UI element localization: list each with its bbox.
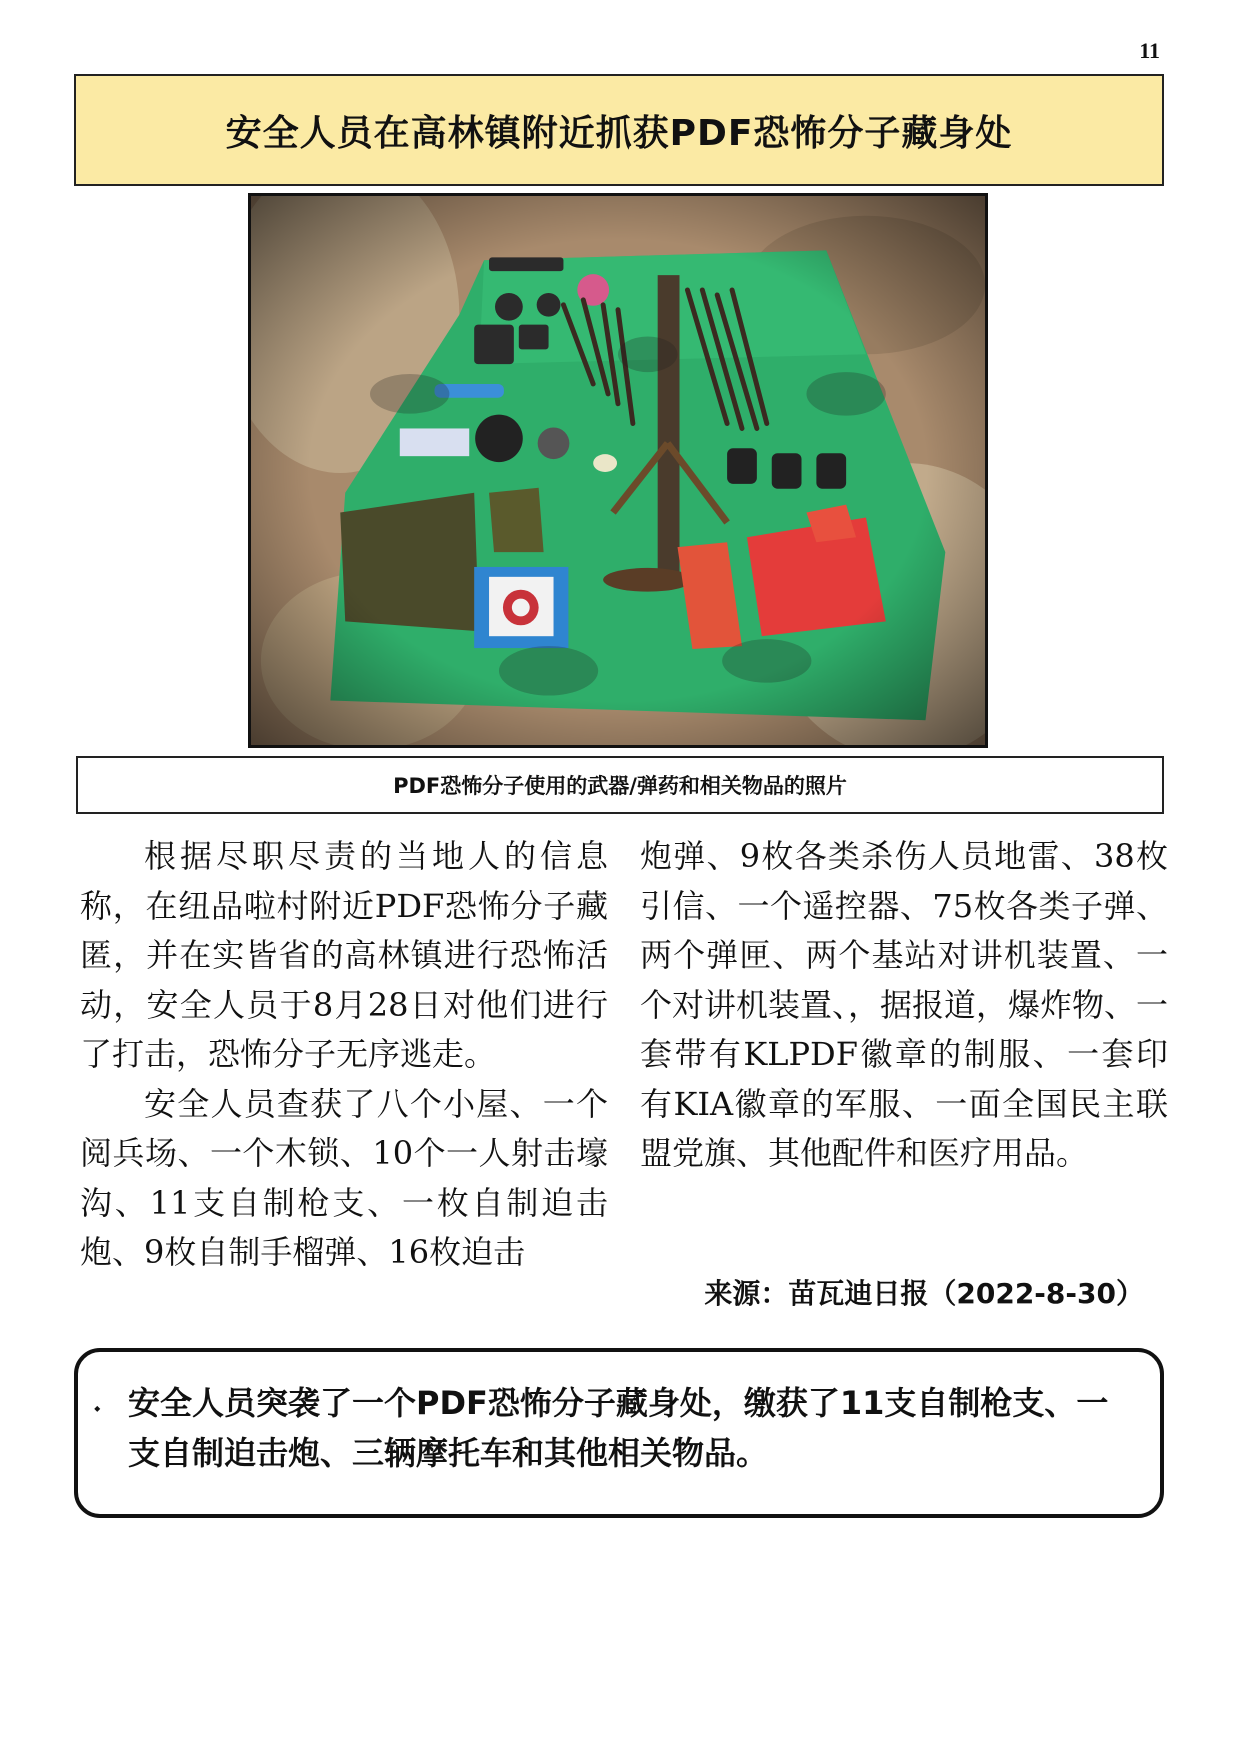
headline-box (74, 74, 1164, 186)
photo-caption-box (76, 756, 1164, 814)
photo-caption: PDF恐怖分子使用的武器/弹药和相关物品的照片 (393, 774, 847, 798)
summary-box (74, 1348, 1164, 1518)
headline: 安全人员在高林镇附近抓获PDF恐怖分子藏身处 (225, 112, 1013, 154)
article-paragraph-2: 安全人员查获了八个小屋、一个阅兵场、一个木锁、10个一人射击壕沟、11支自制枪支、一枚自制迫击炮、9枚自制手榴弹、16枚迫击 (80, 1084, 608, 1271)
article-paragraph-1: 根据尽职尽责的当地人的信息称，在纽品啦村附近PDF恐怖分子藏匿，并在实皆省的高林镇进行恐怖活动，安全人员于8月28日对他们进行了打击，恐怖分子无序逃走。 (80, 837, 608, 1073)
page-number: 11 (1139, 38, 1160, 63)
article-column-left (80, 832, 608, 1278)
diamond-bullet-icon: ⬩ (94, 1398, 101, 1419)
source-credit: 来源：苗瓦迪日报（2022-8-30） (704, 1277, 1144, 1310)
summary-text: 安全人员突袭了一个PDF恐怖分子藏身处，缴获了11支自制枪支、一支自制迫击炮、三辆摩托车和其他相关物品。 (128, 1384, 1109, 1472)
seized-items-photo (248, 193, 988, 748)
article-column-right (640, 832, 1168, 1179)
article-paragraph-3: 炮弹、9枚各类杀伤人员地雷、38枚引信、一个遥控器、75枚各类子弹、两个弹匣、两个基站对讲机装置、一个对讲机装置、，据报道，爆炸物、一套带有KLPDF徽章的制服、一套印有KIA徽章的军服、一面全国民主联盟党旗、其他配件和医疗用品。 (640, 837, 1169, 1172)
